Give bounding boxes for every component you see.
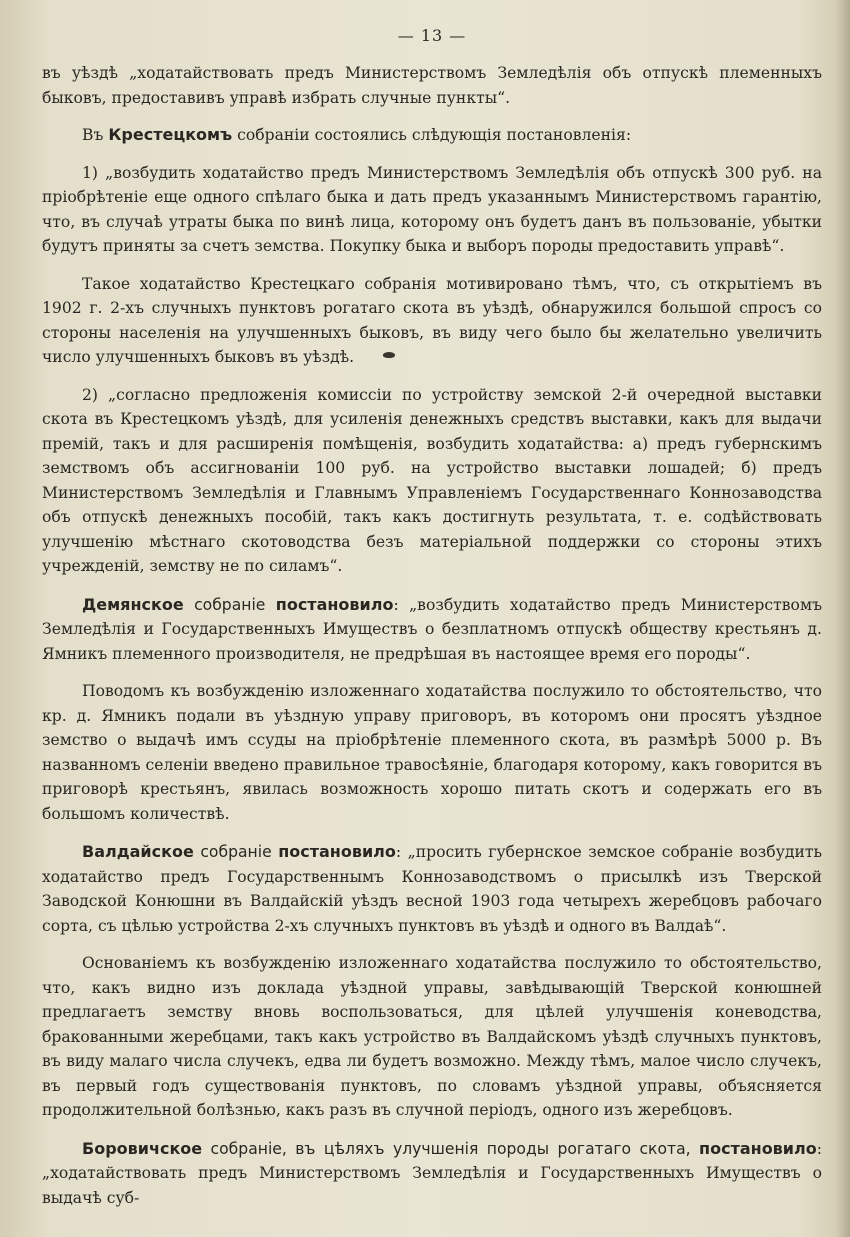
text-fragment: Въ bbox=[82, 126, 109, 144]
paragraph-continuation: въ уѣздѣ „ходатайствовать предъ Министерствомъ Земледѣлія объ отпускѣ племенныхъ быковъ, предоставивъ управѣ избрать случные пункты“. bbox=[42, 64, 822, 107]
paragraph-borovichi bbox=[42, 1137, 822, 1211]
paragraph-demyansk bbox=[42, 593, 822, 667]
paragraph-motivation-1: Такое ходатайство Крестецкаго собранія мотивировано тѣмъ, что, съ открытіемъ въ 1902 г. 2-хъ случныхъ пунктовъ рогатаго скота въ уѣздѣ, обнаружился большой спросъ со стороны населенія на улучшенныхъ быковъ, въ виду чего было бы желательно увеличить число улучшенныхъ быковъ въ уѣздѣ. bbox=[42, 274, 822, 366]
page-binding-shadow bbox=[836, 0, 850, 1237]
paragraph-krestets-intro bbox=[42, 123, 822, 148]
page-number: — 13 — bbox=[397, 26, 467, 45]
resolved-keyword: постановило bbox=[278, 842, 396, 861]
paragraph-resolution-1: 1) „возбудить ходатайство предъ Министерствомъ Земледѣлія объ отпускѣ 300 руб. на пріобрѣтеніе еще одного спѣлаго быка и дать предъ указаннымъ Министерствомъ гарантію, что, въ случаѣ утраты быка по винѣ лица, которому онъ будетъ данъ въ пользованіе, убытки будутъ приняты за счетъ земства. Покупку быка и выборъ породы предоставить управѣ“. bbox=[42, 163, 822, 255]
district-name-valdai: Валдайское bbox=[82, 842, 194, 861]
paragraph-resolution-2: 2) „согласно предложенія комиссіи по устройству земской 2-й очередной выставки скота въ Крестецкомъ уѣздѣ, для усиленія денежныхъ средствъ выставки, какъ для выдачи премій, такъ и для расширенія помѣщенія, возбудить ходатайства: а) предъ губернскимъ земствомъ объ ассигнованіи 100 руб. на устройство выставки лошадей; б) предъ Министерствомъ Земледѣлія и Главнымъ Управленіемъ Государственнаго Коннозаводства объ отпускѣ денежныхъ пособій, такъ какъ достигнуть результата, т. е. содѣйствовать улучшенію мѣстнаго скотоводства безъ матеріальной поддержки со стороны этихъ учрежденій, земству не по силамъ“. bbox=[42, 385, 822, 575]
ink-blot bbox=[383, 352, 395, 358]
text-fragment: собраніе bbox=[183, 595, 276, 614]
text-fragment: : „просить губернское земское собраніе возбудить ходатайство предъ Государственнымъ Коннозаводствомъ о присылкѣ изъ Тверской Заводской Конюшни въ Валдайскій уѣздъ весной 1903 года четырехъ жеребцовъ рабочаго сорта, съ цѣлью устройства 2-хъ случныхъ пунктовъ въ уѣздѣ и одного въ Валдаѣ“. bbox=[42, 843, 822, 935]
resolved-keyword: постановило bbox=[275, 594, 394, 614]
paragraph-valdai bbox=[42, 840, 822, 938]
paragraph-valdai-reason: Основаніемъ къ возбужденію изложеннаго ходатайства послужило то обстоятельство, что, какъ видно изъ доклада уѣздной управы, завѣдывающій Тверской конюшней предлагаетъ земству вновь воспользоваться, для цѣлей улучшенія коневодства, бракованными жеребцами, такъ какъ устройство въ Валдайскомъ уѣздѣ случныхъ пунктовъ, въ виду малаго числа случекъ, едва ли будетъ возможно. Между тѣмъ, малое число случекъ, въ первый годъ существованія пунктовъ, по словамъ уѣздной управы, объясняется продолжительной болѣзнью, какъ разъ въ случной періодъ, одного изъ жеребцовъ. bbox=[42, 954, 822, 1119]
text-fragment: собраніе, въ цѣляхъ улучшенія породы рогатаго скота, bbox=[202, 1139, 700, 1158]
resolved-keyword: постановило bbox=[699, 1138, 817, 1158]
district-name-demyansk: Демянское bbox=[82, 594, 184, 614]
text-fragment: собраніи состоялись слѣдующія постановленія: bbox=[232, 126, 632, 144]
paragraph-demyansk-reason: Поводомъ къ возбужденію изложеннаго ходатайства послужило то обстоятельство, что кр. д. Ямникъ подали въ уѣздную управу приговоръ, въ которомъ они просятъ уѣздное земство о выдачѣ имъ ссуды на пріобрѣтеніе племенного скота, въ размѣрѣ 5000 р. Въ названномъ селеніи введено правильное травосѣяніе, благодаря которому, какъ говорится въ приговорѣ крестьянъ, явилась возможность хорошо питать скотъ и содержать его въ большомъ количествѣ. bbox=[42, 682, 822, 823]
district-name-borovichi: Боровичское bbox=[82, 1138, 203, 1158]
text-fragment: : „ходатайствовать предъ Министерствомъ Земледѣлія и Государственныхъ Имуществъ о выдачѣ суб- bbox=[42, 1139, 822, 1207]
district-name-krestets: Крестецкомъ bbox=[108, 125, 233, 144]
text-fragment: собраніе bbox=[193, 843, 279, 861]
text-fragment: : „возбудить ходатайство предъ Министерствомъ Земледѣлія и Государственныхъ Имуществъ о безплатномъ отпускѣ обществу крестьянъ д. Ямникъ племенного производителя, не предрѣшая въ настоящее время его породы“. bbox=[42, 595, 822, 663]
